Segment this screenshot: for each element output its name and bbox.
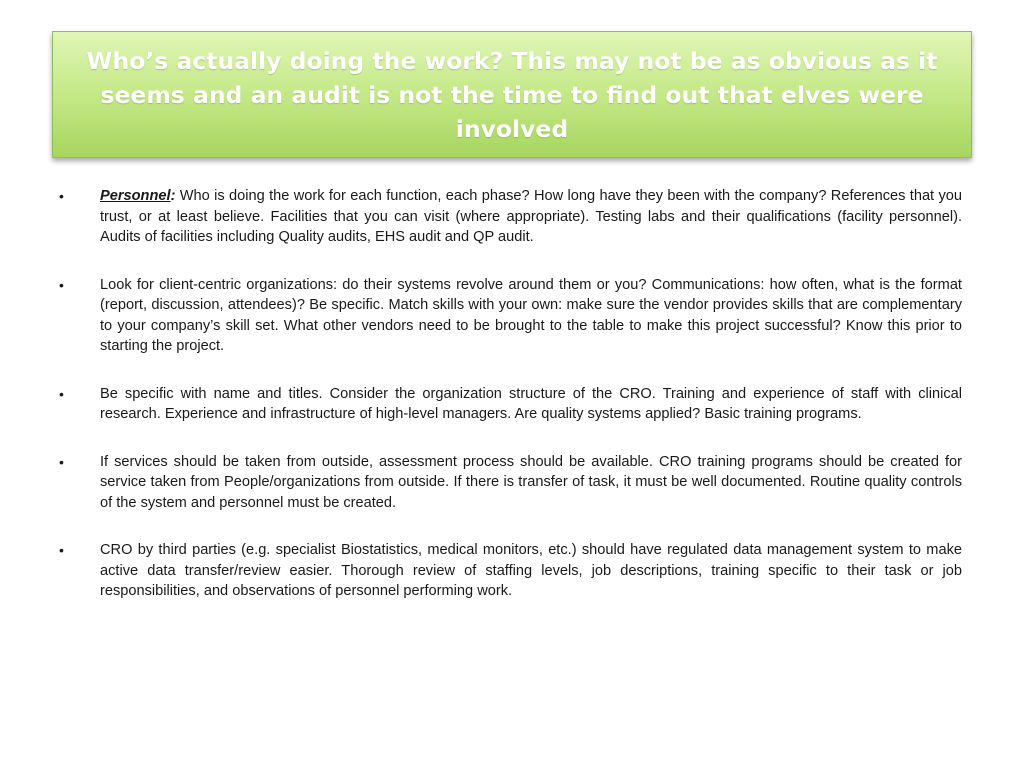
bullet-icon: •	[59, 453, 64, 470]
bullet-item-third-parties	[58, 540, 962, 602]
bullet-icon: •	[59, 276, 64, 293]
bullet-icon: •	[59, 188, 64, 204]
title-banner	[52, 31, 972, 158]
bullet-item-names-titles	[58, 384, 962, 425]
bullet-icon: •	[59, 385, 64, 402]
bullet-item-personnel	[58, 186, 962, 248]
bullet-lead-personnel: Personnel	[100, 188, 171, 204]
bullet-text: CRO by third parties (e.g. specialist Biostatistics, medical monitors, etc.) should have regulated data management system to make active data transfer/review easier. Thorough review of staffing levels, job descriptions, training specific to their task or job responsibilities, and observations of personnel performing work.	[100, 542, 962, 599]
bullet-list	[58, 186, 962, 629]
bullet-text: Look for client-centric organizations: do their systems revolve around them or you? Communications: how often, what is the format (report, discussion, attendees)? Be specific. Match skills with your own: make sure the vendor provides skills that are complementary to your company’s skill set. What other vendors need to be brought to the table to make this project successful? Know this prior to starting the project.	[100, 276, 962, 354]
bullet-item-outside-services	[58, 452, 962, 514]
bullet-text: Who is doing the work for each function, each phase? How long have they been with the company? References that you trust, or at least believe. Facilities that you can visit (where appropriate). Testing labs and their qualifications (facility personnel). Audits of facilities including Quality audits, EHS audit and QP audit.	[100, 188, 962, 245]
slide-title: Who’s actually doing the work? This may not be as obvious as it seems and an audit is not the time to find out that elves were involved	[86, 46, 938, 143]
bullet-icon: •	[59, 542, 64, 558]
bullet-text: Be specific with name and titles. Consider the organization structure of the CRO. Training and experience of staff with clinical research. Experience and infrastructure of high-level managers. Are quality systems applied? Basic training programs.	[100, 385, 962, 422]
bullet-item-client-centric	[58, 275, 962, 357]
bullet-text: If services should be taken from outside, assessment process should be available. CRO training programs should be created for service taken from People/organizations from outside. If there is transfer of task, it must be well documented. Routine quality controls of the system and personnel must be created.	[100, 453, 962, 511]
bullet-lead-colon: :	[170, 188, 176, 204]
